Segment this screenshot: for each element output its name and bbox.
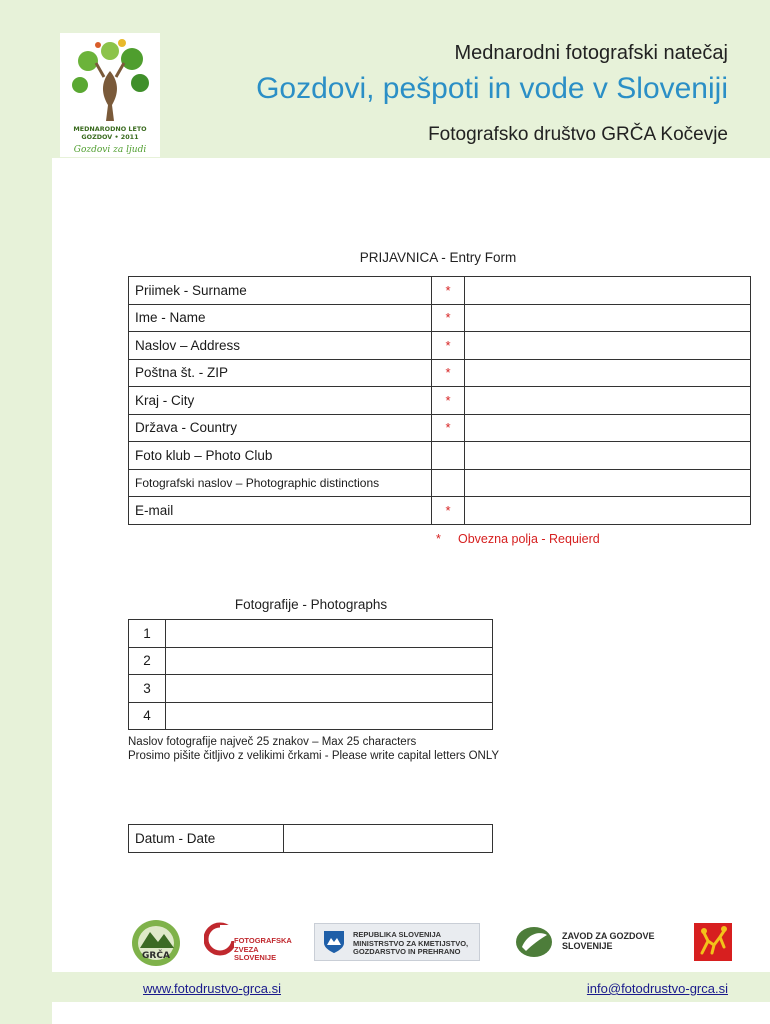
- required-mark: [432, 469, 465, 497]
- photos-table: [128, 619, 493, 730]
- required-mark: [432, 442, 465, 470]
- zip-field[interactable]: [465, 359, 751, 387]
- field-row-distinctions: [129, 469, 751, 497]
- required-mark: *: [432, 387, 465, 415]
- photo-title-field-3[interactable]: [166, 675, 493, 703]
- slovenia-coat-of-arms-icon: [321, 929, 347, 955]
- address-field[interactable]: [465, 332, 751, 360]
- required-note-text: Obvezna polja - Requierd: [458, 532, 600, 546]
- grca-club-logo: [130, 918, 182, 968]
- zgs-line2: SLOVENIJE: [562, 940, 613, 951]
- photo-title-field-4[interactable]: [166, 702, 493, 730]
- date-row: [129, 825, 493, 853]
- field-row-name: [129, 304, 751, 332]
- field-label: Fotografski naslov – Photographic distinctions: [129, 469, 432, 497]
- ministry-line3: GOZDARSTVO IN PREHRANO: [353, 947, 461, 956]
- photo-club-field[interactable]: [465, 442, 751, 470]
- grca-logo-text: GRČA: [142, 951, 170, 961]
- photo-title-field-1[interactable]: [166, 620, 493, 648]
- ministry-logo: [314, 923, 480, 961]
- zgs-line1: ZAVOD ZA GOZDOVE: [562, 931, 655, 941]
- contest-title: Gozdovi, pešpoti in vode v Sloveniji: [256, 72, 728, 105]
- ministry-line1: REPUBLIKA SLOVENIJA: [353, 930, 442, 939]
- field-row-country: [129, 414, 751, 442]
- required-mark: *: [432, 414, 465, 442]
- field-row-address: [129, 332, 751, 360]
- email-field[interactable]: [465, 497, 751, 525]
- fzs-logo-text: FOTOGRAFSKA ZVEZA SLOVENIJE: [234, 936, 292, 962]
- fzs-emblem-icon: [204, 921, 234, 961]
- field-row-photo-club: [129, 442, 751, 470]
- field-label: Država - Country: [129, 414, 432, 442]
- field-label: E-mail: [129, 497, 432, 525]
- photo-number: 3: [129, 675, 166, 703]
- required-mark: *: [432, 359, 465, 387]
- date-field[interactable]: [284, 825, 493, 853]
- ministry-line2: MINISTRSTVO ZA KMETIJSTVO,: [353, 938, 469, 948]
- field-label: Foto klub – Photo Club: [129, 442, 432, 470]
- logo-tagline: Gozdovi za ljudi: [73, 145, 147, 155]
- logo-line2: GOZDOV • 2011: [81, 133, 139, 141]
- kocevje-municipality-logo: [694, 923, 732, 961]
- organizer-name: Fotografsko društvo GRČA Kočevje: [428, 124, 728, 145]
- field-label: Priimek - Surname: [129, 277, 432, 305]
- date-table: [128, 824, 493, 853]
- entry-form-title: PRIJAVNICA - Entry Form: [359, 250, 517, 265]
- logo-line1: MEDNARODNO LETO: [73, 125, 147, 133]
- photo-number: 2: [129, 647, 166, 675]
- photo-title-length-note: Naslov fotografije največ 25 znakov – Max 25 characters: [128, 736, 417, 748]
- name-field[interactable]: [465, 304, 751, 332]
- website-link[interactable]: www.fotodrustvo-grca.si: [143, 981, 281, 996]
- photo-title-field-2[interactable]: [166, 647, 493, 675]
- photo-row: [129, 647, 493, 675]
- photographic-association-logo: [204, 919, 290, 967]
- required-mark: *: [432, 277, 465, 305]
- email-link[interactable]: info@fotodrustvo-grca.si: [586, 981, 728, 996]
- distinctions-field[interactable]: [465, 469, 751, 497]
- surname-field[interactable]: [465, 277, 751, 305]
- ministry-logo-text: [353, 931, 468, 957]
- contest-subtitle: Mednarodni fotografski natečaj: [454, 42, 728, 64]
- photo-row: [129, 702, 493, 730]
- photos-title: Fotografije - Photographs: [234, 597, 388, 612]
- city-field[interactable]: [465, 387, 751, 415]
- forest-service-logo-text: [562, 932, 655, 951]
- required-mark: *: [432, 497, 465, 525]
- international-year-of-forests-logo: [60, 33, 160, 157]
- field-row-email: [129, 497, 751, 525]
- leaf-emblem-icon: [514, 925, 554, 959]
- field-label: Ime - Name: [129, 304, 432, 332]
- required-note: [436, 532, 600, 546]
- side-strip: [0, 0, 52, 1024]
- field-row-city: [129, 387, 751, 415]
- field-label: Poštna št. - ZIP: [129, 359, 432, 387]
- photo-number: 4: [129, 702, 166, 730]
- country-field[interactable]: [465, 414, 751, 442]
- forest-service-logo: [514, 924, 660, 960]
- required-mark: *: [432, 304, 465, 332]
- required-note-mark: *: [436, 532, 441, 546]
- field-label: Naslov – Address: [129, 332, 432, 360]
- required-mark: *: [432, 332, 465, 360]
- field-row-surname: [129, 277, 751, 305]
- photo-number: 1: [129, 620, 166, 648]
- photo-row: [129, 620, 493, 648]
- date-label: Datum - Date: [129, 825, 284, 853]
- photo-row: [129, 675, 493, 703]
- field-label: Kraj - City: [129, 387, 432, 415]
- field-row-zip: [129, 359, 751, 387]
- entry-form-table: [128, 276, 751, 525]
- capital-letters-note: Prosimo pišite čitljivo z velikimi črkami - Please write capital letters ONLY: [128, 750, 500, 762]
